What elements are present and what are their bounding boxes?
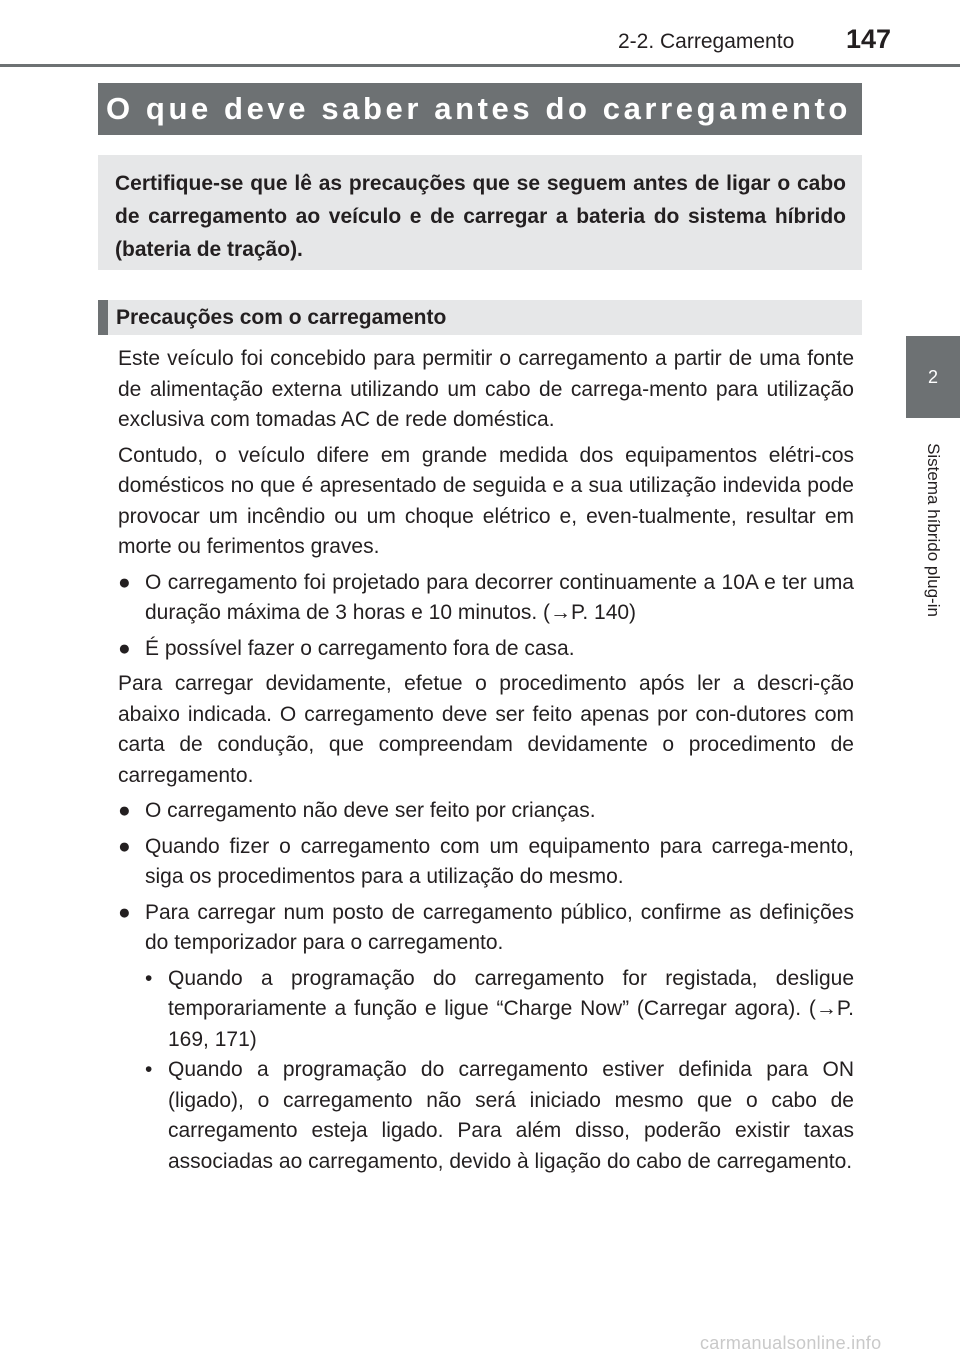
sub-list-item [118, 1055, 854, 1177]
paragraph: Para carregar devidamente, efetue o procedimento após ler a descri-ção abaixo indicada. O carregamento deve ser feito apenas por con-dutores com carta de condução, que compreendam devidamente o procedimento de carregamento. [118, 672, 854, 787]
chapter-number: 2 [927, 366, 938, 387]
bullet-icon: ● [118, 570, 131, 594]
page-title: O que deve saber antes do carregamento [98, 83, 862, 135]
bullet-icon: ● [118, 799, 131, 822]
list-item-text: Quando fizer o carregamento com um equipamento para carrega-mento, siga os procedimentos para a utilização do mesmo. [145, 834, 854, 888]
section-heading: Precauções com o carregamento [98, 300, 862, 335]
bullet-icon: ● [118, 900, 131, 924]
chapter-title: Sistema híbrido plug-in [924, 443, 943, 617]
bullet-icon: ● [118, 636, 131, 660]
list-item-text: Para carregar num posto de carregamento público, confirme as definições do temporizador para o carregamento. [145, 900, 854, 954]
watermark: carmanualsonline.info [700, 1333, 882, 1353]
list-item [118, 832, 854, 893]
intro-text: Certifique-se que lê as precauções que se seguem antes de ligar o cabo de carregamento ao veículo e de carregar a bateria do sistema híbrido (bateria de tração). [115, 172, 846, 261]
list-item [118, 898, 854, 959]
sub-list-item [118, 964, 854, 1056]
body-content [118, 344, 854, 1177]
sub-list-item-text: Quando a programação do carregamento estiver definida para ON (ligado), o carregamento não será iniciado mesmo que o cabo de carregamento esteja ligado. Para além disso, poderão existir taxas associadas ao carregamento, devido à ligação do cabo de carregamento. [168, 1058, 854, 1173]
paragraph: Contudo, o veículo difere em grande medida dos equipamentos elétri-cos domésticos no que é apresentado de seguida e a sua utilização indevida pode provocar um incêndio ou um choque elétrico e, even-tualmente, resultar em morte ou ferimentos graves. [118, 443, 854, 558]
list-item-text: O carregamento não deve ser feito por crianças. [145, 799, 596, 822]
sub-list-item-text: Quando a programação do carregamento for registada, desligue temporariamente a função e ligue “Charge Now” (Carregar agora). (→P. 169, 171) [168, 966, 854, 1051]
bullet-icon: ● [118, 834, 131, 858]
list-item-text: O carregamento foi projetado para decorrer continuamente a 10A e ter uma duração máxima de 3 horas e 10 minutos. (→P. 140) [145, 570, 854, 624]
intro-box [98, 155, 862, 270]
running-header-section: 2-2. Carregamento [618, 30, 795, 53]
list-item [118, 568, 854, 629]
list-item-text: É possível fazer o carregamento fora de casa. [145, 636, 575, 660]
page-number: 147 [846, 24, 892, 54]
header-divider [0, 64, 960, 67]
sub-bullet-icon: • [145, 966, 153, 990]
list-item [118, 634, 854, 665]
paragraph: Este veículo foi concebido para permitir o carregamento a partir de uma fonte de alimentação externa utilizando um cabo de carrega-mento para utilização exclusiva com tomadas AC de rede doméstica. [118, 347, 854, 431]
chapter-tab [906, 336, 960, 418]
sub-bullet-icon: • [145, 1058, 153, 1081]
list-item [118, 796, 854, 827]
